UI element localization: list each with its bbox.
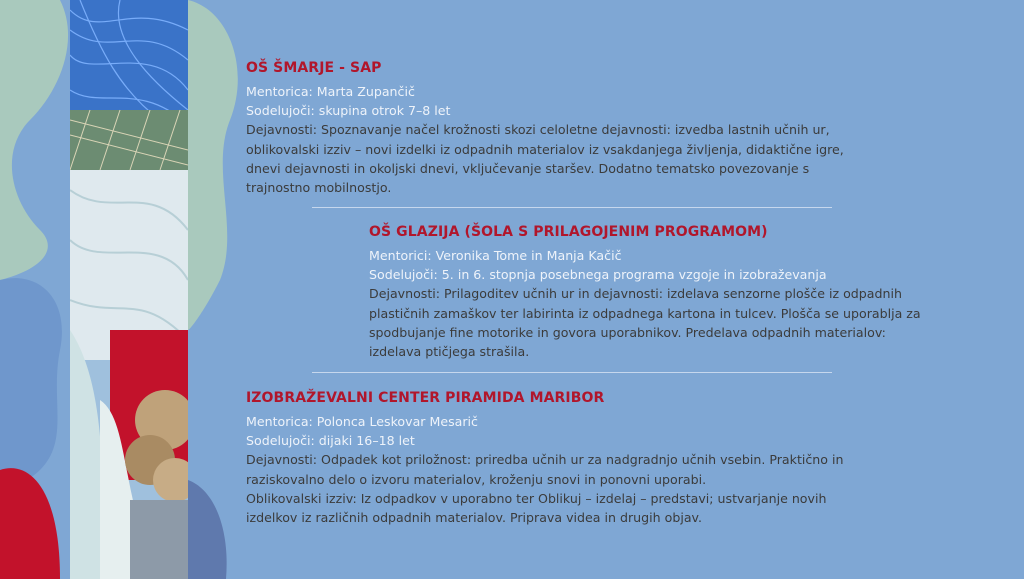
- section-divider: [312, 207, 832, 208]
- participants-text: Sodelujoči: skupina otrok 7–8 let: [246, 103, 451, 119]
- dark-blob-shape: [188, 480, 227, 579]
- school-block-piramida: [246, 388, 906, 527]
- mentor-text: Mentorica: Marta Zupančič: [246, 84, 415, 99]
- photo-strip-image: [70, 0, 188, 579]
- activities-line: izdelkov iz različnih odpadnih materialov. Priprava videa in drugih objav.: [246, 510, 703, 526]
- school-title: OŠ ŠMARJE - SAP: [246, 60, 382, 76]
- school-title: IZOBRAŽEVALNI CENTER PIRAMIDA MARIBOR: [246, 390, 605, 406]
- activities-line: Dejavnosti: Odpadek kot priložnost: priredba učnih ur za nadgradnjo učnih vsebin. Praktično in: [246, 452, 844, 468]
- activities-line: Oblikovalski izziv: Iz odpadkov v uporabno ter Oblikuj – izdelaj – predstavi; ustvarjanje novih: [246, 490, 827, 506]
- activities-line: Dejavnosti: Spoznavanje načel krožnosti skozi celoletne dejavnosti: izvedba lastnih učnih ur,: [246, 122, 830, 138]
- school-block-smarje: [246, 58, 906, 197]
- green-blob-shape: [0, 0, 68, 280]
- activities-line: Dejavnosti: Prilagoditev učnih ur in dejavnosti: izdelava senzorne plošče iz odpadnih: [369, 286, 902, 302]
- participants-text: Sodelujoči: dijaki 16–18 let: [246, 433, 415, 449]
- activities-line: plastičnih zamaškov ter labirinta iz odpadnega kartona in tulcev. Plošča se uporablja za: [369, 305, 921, 321]
- mentor-text: Mentorica: Polonca Leskovar Mesarič: [246, 414, 478, 429]
- green-blob-right-shape: [188, 0, 238, 330]
- activities-line: oblikovalski izziv – novi izdelki iz odpadnih materialov iz vsakdanjega življenja, didaktične igre,: [246, 141, 844, 157]
- activities-line: trajnostno mobilnostjo.: [246, 180, 392, 196]
- section-divider: [312, 372, 832, 373]
- school-title: OŠ GLAZIJA (ŠOLA S PRILAGOJENIM PROGRAMOM): [369, 224, 768, 240]
- activities-line: dnevi dejavnosti in okoljski dnevi, vključevanje staršev. Dodatno tematsko povezovanje s: [246, 160, 810, 176]
- mentor-text: Mentorici: Veronika Tome in Manja Kačič: [369, 248, 622, 263]
- blue-blob-shape: [0, 278, 62, 481]
- activities-line: raziskovalno delo o izvoru materialov, kroženju snovi in ponovni uporabi.: [246, 471, 707, 487]
- red-blob-shape: [0, 468, 60, 579]
- activities-line: spodbujanje fine motorike in govora uporabnikov. Predelava odpadnih materialov:: [369, 324, 886, 340]
- activities-line: izdelava ptičjega strašila.: [369, 344, 530, 360]
- participants-text: Sodelujoči: 5. in 6. stopnja posebnega programa vzgoje in izobraževanja: [369, 267, 827, 283]
- school-block-glazija: [369, 222, 989, 361]
